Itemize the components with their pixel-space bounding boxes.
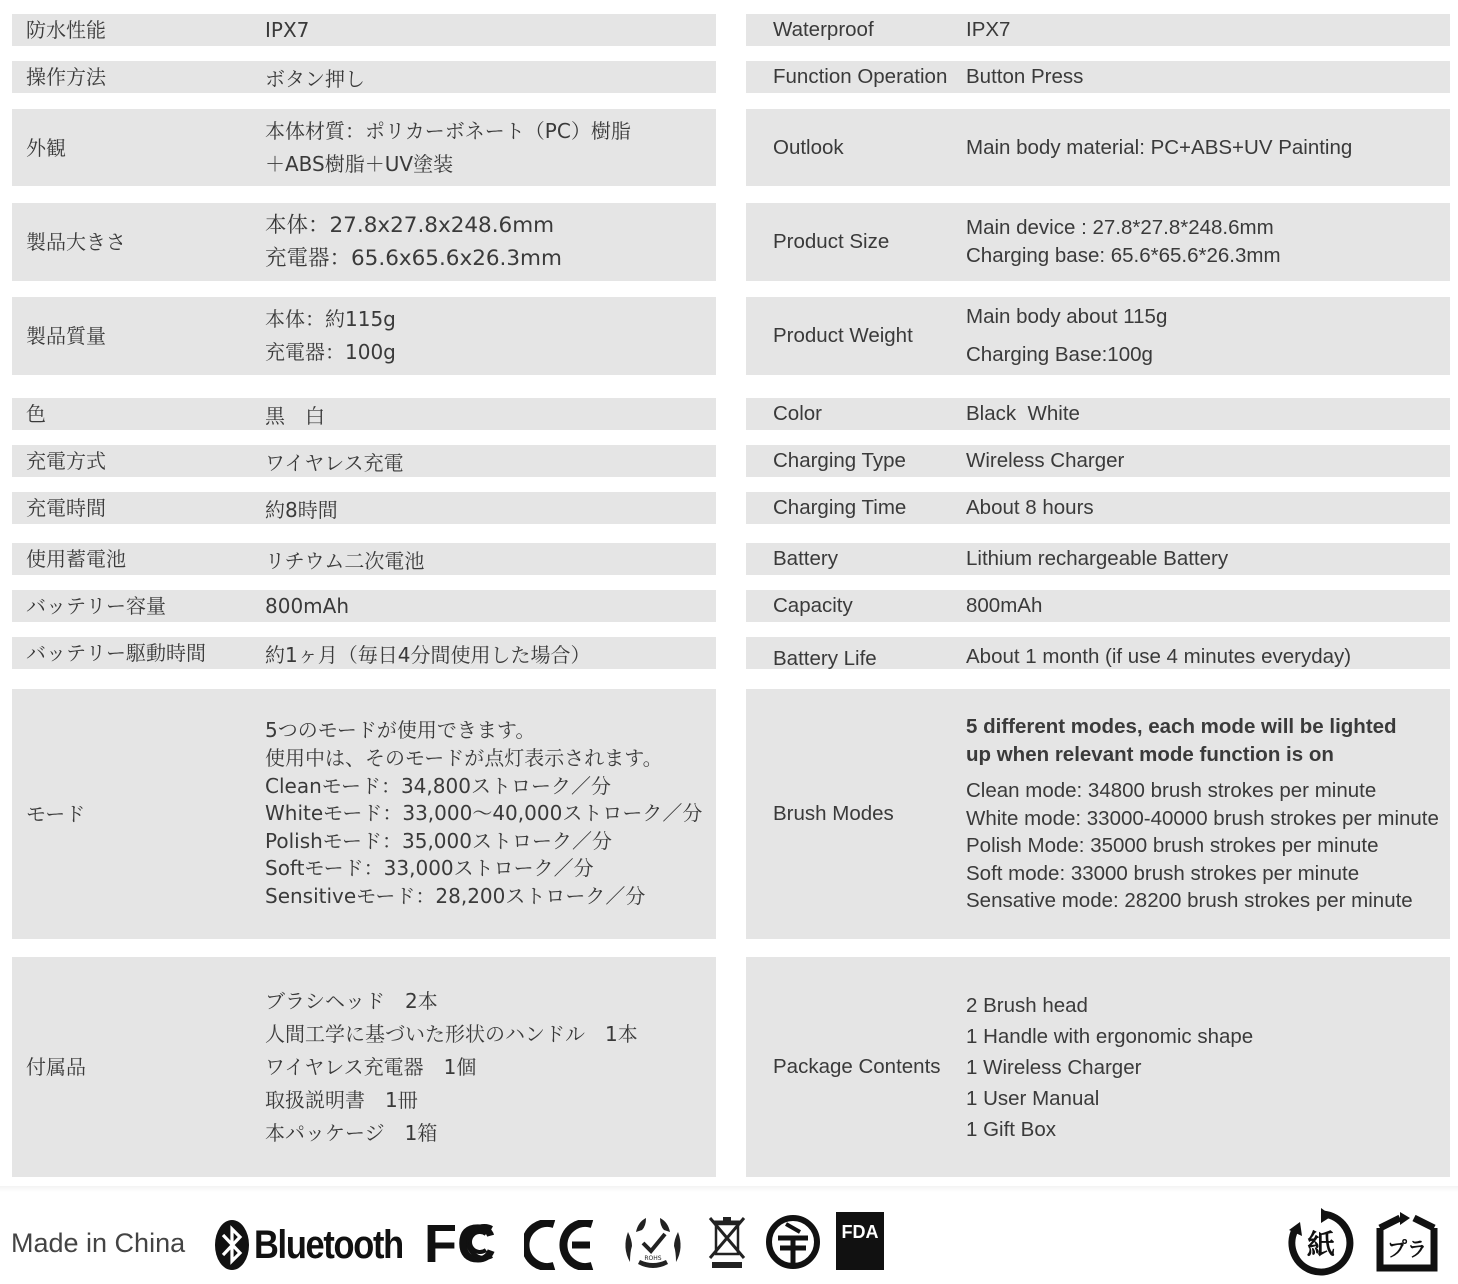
rohs-text: ROHS: [644, 1255, 662, 1262]
spec-value: [265, 985, 706, 1150]
spec-value: [265, 63, 706, 92]
spec-value-line: 1 Handle with ergonomic shape: [966, 1024, 1254, 1048]
spec-value-line: Clean mode: 34800 brush strokes per minute: [966, 779, 1377, 803]
spec-row-jp: [12, 61, 716, 93]
fcc-mark: FC: [424, 1214, 496, 1270]
spec-value-line: 使用中は、そのモードが点灯表示されます。: [265, 746, 663, 771]
spec-label: 製品大きさ: [26, 230, 126, 254]
spec-row-jp: [12, 957, 716, 1177]
spec-value: [966, 713, 1444, 915]
spec-value-line: Sensitiveモード：28,200ストローク／分: [265, 883, 646, 908]
paper-recycle-icon: [1286, 1208, 1356, 1278]
spec-value-line: ブラシヘッド 2本: [265, 988, 438, 1013]
spec-row-en: [746, 543, 1450, 575]
spec-value-line: Main body about 115g: [966, 305, 1168, 328]
spec-value-line: 本体：27.8x27.8x248.6mm: [265, 213, 555, 238]
spec-value: [265, 717, 706, 910]
spec-label: 付属品: [26, 1055, 86, 1079]
pse-icon: [764, 1214, 822, 1270]
spec-value-line: About 1 month (if use 4 minutes everyday): [966, 645, 1352, 668]
spec-row-jp: [12, 398, 716, 430]
spec-label: Capacity: [773, 594, 853, 617]
spec-row-en: [746, 203, 1450, 281]
ce-icon: [524, 1220, 600, 1270]
spec-value-line: Polishモード：35,000ストローク／分: [265, 828, 612, 853]
spec-value-line: 5つのモードが使用できます。: [265, 718, 536, 743]
spec-row-en: [746, 590, 1450, 622]
spec-value: [966, 214, 1444, 269]
spec-value: [966, 298, 1444, 374]
spec-value: [265, 209, 706, 275]
spec-value-line: Cleanモード：34,800ストローク／分: [265, 773, 611, 798]
spec-value-line: Lithium rechargeable Battery: [966, 547, 1229, 570]
spec-value-line: 800mAh: [966, 594, 1043, 617]
spec-value-line: Wireless Charger: [966, 449, 1125, 472]
spec-value-line: 1 Wireless Charger: [966, 1055, 1142, 1079]
spec-value: [966, 136, 1444, 160]
spec-row-jp: [12, 109, 716, 186]
plastic-recycle-text: プラ: [1387, 1237, 1427, 1261]
spec-label: バッテリー容量: [26, 594, 166, 618]
spec-value-line: 充電器：65.6x65.6x26.3mm: [265, 246, 562, 271]
spec-value-heading: 5 different modes, each mode will be lighted: [966, 715, 1397, 739]
spec-value-line: Charging base: 65.6*65.6*26.3mm: [966, 244, 1281, 267]
made-in-label: Made in China: [11, 1228, 186, 1258]
spec-value: [265, 18, 706, 42]
spec-label: 操作方法: [26, 65, 106, 89]
spec-row-en: [746, 398, 1450, 430]
spec-value-line: 2 Brush head: [966, 993, 1088, 1017]
spec-value-line: About 8 hours: [966, 496, 1094, 519]
spec-value: [265, 303, 706, 369]
spec-value-line: Soft mode: 33000 brush strokes per minute: [966, 861, 1360, 885]
spec-value: [265, 115, 706, 181]
spec-row-en: [746, 689, 1450, 939]
spec-value: [966, 18, 1444, 42]
spec-value: [265, 639, 706, 668]
spec-row-jp: [12, 297, 716, 375]
spec-label: Function Operation: [773, 65, 948, 88]
spec-value: [265, 400, 706, 429]
spec-value: [265, 545, 706, 574]
rohs-icon: [620, 1212, 686, 1272]
spec-label: バッテリー駆動時間: [26, 641, 206, 665]
spec-row-jp: [12, 590, 716, 622]
spec-label: Color: [773, 402, 822, 425]
spec-value-line: ワイヤレス充電: [265, 450, 404, 475]
spec-label: 製品質量: [26, 324, 106, 348]
spec-value-line: IPX7: [265, 18, 310, 42]
spec-value: [265, 494, 706, 523]
spec-value-line: 1 User Manual: [966, 1086, 1100, 1110]
bluetooth-icon: [214, 1219, 250, 1271]
spec-value-line: ボタン押し: [265, 66, 365, 91]
spec-row-en: [746, 61, 1450, 93]
spec-value-line: リチウム二次電池: [265, 548, 425, 573]
spec-value-line: 取扱説明書 1冊: [265, 1087, 418, 1112]
bluetooth-wordmark: Bluetooth: [254, 1222, 403, 1267]
spec-label: Product Size: [773, 230, 890, 253]
spec-value-line: White mode: 33000-40000 brush strokes per minute: [966, 806, 1439, 830]
spec-value-line: Main device : 27.8*27.8*248.6mm: [966, 216, 1274, 240]
spec-row-en: [746, 14, 1450, 46]
spec-row-jp: [12, 637, 716, 669]
spec-value-line: Button Press: [966, 65, 1084, 88]
spec-row-jp: [12, 689, 716, 939]
ce-mark-text: CE: [562, 1269, 564, 1270]
spec-label: Brush Modes: [773, 802, 894, 825]
spec-row-jp: [12, 492, 716, 524]
spec-row-en: [746, 637, 1450, 669]
paper-recycle-text: 紙: [1306, 1228, 1336, 1261]
spec-label: 充電方式: [26, 449, 106, 473]
spec-value-line: 黒 白: [265, 403, 325, 428]
fda-text: FDA: [841, 1222, 879, 1242]
spec-value-line: 本パッケージ 1箱: [265, 1120, 438, 1145]
spec-value: [966, 645, 1444, 669]
plastic-recycle-icon: [1370, 1208, 1444, 1278]
spec-label: Waterproof: [773, 18, 874, 41]
spec-value: [966, 65, 1444, 89]
fcc-icon: [424, 1214, 502, 1270]
spec-value-line: 1 Gift Box: [966, 1117, 1057, 1141]
spec-value: [966, 449, 1444, 473]
spec-label: モード: [26, 802, 86, 826]
spec-label: 色: [26, 402, 46, 426]
spec-row-en: [746, 297, 1450, 375]
spec-value-line: Whiteモード：33,000～40,000ストローク／分: [265, 801, 703, 826]
spec-value: [966, 594, 1444, 618]
spec-label: 外観: [26, 135, 66, 160]
spec-row-jp: [12, 203, 716, 281]
spec-value-line: 800mAh: [265, 594, 350, 618]
spec-label: Battery Life: [773, 647, 877, 670]
spec-value-line: 約8時間: [265, 497, 338, 522]
fda-icon: [836, 1212, 884, 1270]
spec-value-line: Charging Base:100g: [966, 343, 1153, 366]
spec-row-jp: [12, 543, 716, 575]
spec-value-line: ワイヤレス充電器 1個: [265, 1054, 477, 1079]
spec-label: 防水性能: [26, 18, 106, 42]
spec-value: [966, 547, 1444, 571]
spec-value-line: Softモード：33,000ストローク／分: [265, 856, 594, 881]
spec-row-jp: [12, 14, 716, 46]
spec-label: 充電時間: [26, 496, 106, 520]
spec-value-heading: up when relevant mode function is on: [966, 743, 1334, 767]
spec-value-line: ＋ABS樹脂＋UV塗装: [265, 151, 454, 176]
spec-row-en: [746, 445, 1450, 477]
spec-value: [265, 594, 706, 618]
spec-row-en: [746, 957, 1450, 1177]
spec-label: Product Weight: [773, 324, 913, 347]
spec-value-line: Black White: [966, 402, 1080, 425]
spec-label: Charging Time: [773, 496, 907, 519]
spec-label: Outlook: [773, 135, 844, 159]
spec-value-line: 充電器：100g: [265, 340, 396, 364]
footer-divider: [0, 1186, 1458, 1192]
spec-value-line: Main body material: PC+ABS+UV Painting: [966, 135, 1353, 159]
spec-row-en: [746, 109, 1450, 186]
weee-icon: [706, 1212, 748, 1270]
spec-value-line: 人間工学に基づいた形状のハンドル 1本: [265, 1021, 638, 1046]
spec-value-line: Sensative mode: 28200 brush strokes per minute: [966, 889, 1413, 913]
spec-label: Charging Type: [773, 449, 906, 472]
spec-value-line: 本体材質：ポリカーボネート（PC）樹脂: [265, 118, 631, 143]
spec-label: Package Contents: [773, 1055, 941, 1078]
spec-row-jp: [12, 445, 716, 477]
spec-value: [966, 990, 1444, 1145]
spec-value: [966, 402, 1444, 426]
spec-value-line: 約1ヶ月（毎日4分間使用した場合）: [265, 642, 591, 667]
spec-row-en: [746, 492, 1450, 524]
spec-label: 使用蓄電池: [26, 547, 126, 571]
spec-value-line: IPX7: [966, 18, 1011, 41]
spec-label: Battery: [773, 547, 838, 570]
spec-value: [265, 447, 706, 476]
bluetooth-logo: [214, 1218, 427, 1272]
spec-value: [966, 496, 1444, 520]
spec-value-line: Polish Mode: 35000 brush strokes per minute: [966, 834, 1379, 858]
spec-value-line: 本体：約115g: [265, 307, 396, 331]
